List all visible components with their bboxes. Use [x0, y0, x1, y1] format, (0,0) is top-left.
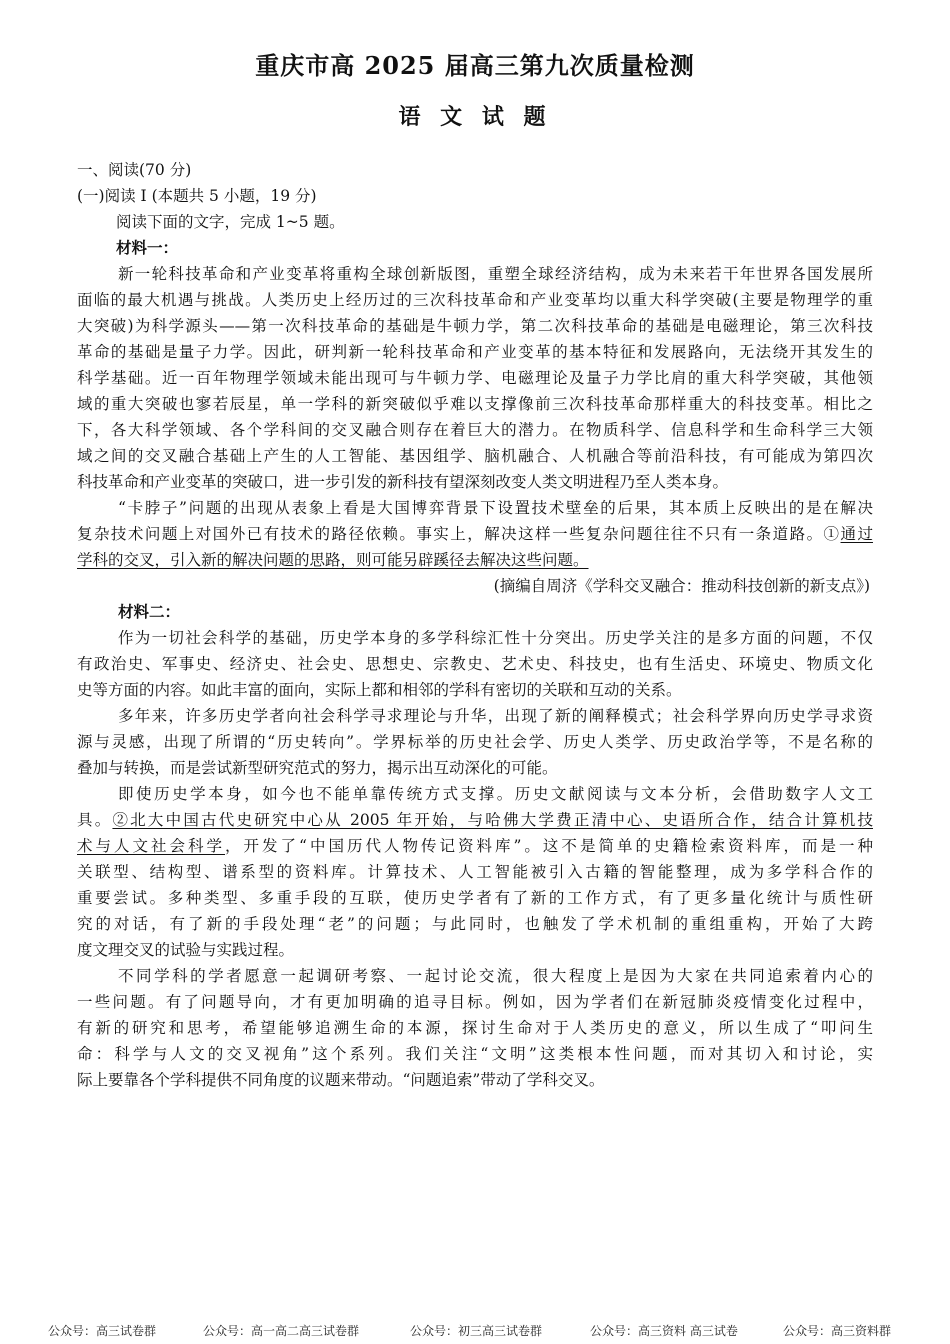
paragraph-line: 新一轮科技革命和产业变革将重构全球创新版图，重塑全球经济结构，成为未来若干年世界各国发展所 [118, 265, 873, 283]
exam-subject: 语 文 试 题 [398, 104, 552, 130]
paragraph-line: 作为一切社会科学的基础，历史学本身的多学科综汇性十分突出。历史学关注的是多方面的问题，不仅 [118, 629, 873, 647]
footer-watermark: 公众号：高三资料 高三试卷 [590, 1324, 738, 1338]
paragraph-line: 命：科学与人文的交叉视角”这个系列。我们关注“文明”这类根本性问题，而对其切入和讨论，实 [77, 1045, 873, 1063]
paragraph-line: 有政治史、军事史、经济史、社会史、思想史、宗教史、艺术史、科技史，也有生活史、环境史、物质文化 [77, 655, 873, 673]
paragraph-line: 多年来，许多历史学者向社会科学寻求理论与升华，出现了新的阐释模式；社会科学界向历史学寻求资 [118, 707, 873, 725]
paragraph-line: 即使历史学本身，如今也不能单靠传统方式支撑。历史文献阅读与文本分析，会借助数字人文工 [118, 785, 873, 803]
material2-label: 材料二： [118, 602, 181, 621]
footer-watermark: 公众号：高一高二高三试卷群 [203, 1324, 360, 1338]
underlined-sentence-2-cont: 术与人文社会科学 [77, 837, 226, 855]
paragraph-line [77, 810, 873, 830]
text-segment: 复杂技术问题上对国外已有技术的路径依赖。事实上，解决这样一些复杂问题往往不只有一条道路。① [77, 525, 841, 543]
paragraph-line: “卡脖子”问题的出现从表象上看是大国博弈背景下设置技术壁垒的后果，其本质上反映出的是在解决 [118, 499, 873, 517]
paragraph-line: 科技革命和产业变革的突破口，进一步引发的新科技有望深刻改变人类文明进程乃至人类本身。 [77, 473, 729, 491]
paragraph-line: 有新的研究和思考，希望能够追溯生命的本源，探讨生命对于人类历史的意义，所以生成了“叩问生 [77, 1019, 873, 1037]
paragraph-line: 域的重大突破也寥若辰星，单一学科的新突破似乎难以支撑像前三次科技革命那样重大的科技变革。相比之 [77, 395, 873, 413]
paragraph-line: 叠加与转换，而是尝试新型研究范式的努力，揭示出互动深化的可能。 [77, 759, 558, 777]
sub-section-heading: (一)阅读 I (本题共 5 小题，19 分) [77, 187, 317, 205]
footer-watermark: 公众号：高三资料群 [783, 1324, 892, 1338]
paragraph-line: 域之间的交叉融合基础上产生的人工智能、基因组学、脑机融合、人机融合等前沿科技，有可能成为第四次 [77, 447, 873, 465]
paragraph-line: 不同学科的学者愿意一起调研考察、一起讨论交流，很大程度上是因为大家在共同追索着内心的 [118, 967, 873, 985]
underlined-sentence-1-cont: 学科的交叉，引入新的解决问题的思路，则可能另辟蹊径去解决这些问题。 [77, 551, 589, 569]
paragraph-line: 革命的基础是量子力学。因此，研判新一轮科技革命和产业变革的基本特征和发展路向，无法绕开其发生的 [77, 343, 873, 361]
paragraph-line: 史等方面的内容。如此丰富的面向，实际上都和相邻的学科有密切的关联和互动的关系。 [77, 681, 682, 699]
exam-title: 重庆市高 2025 届高三第九次质量检测 [255, 51, 695, 80]
paragraph-line [77, 836, 873, 856]
paragraph-line: 源与灵感，出现了所谓的“历史转向”。学界标举的历史社会学、历史人类学、历史政治学等，不是名称的 [77, 733, 873, 751]
instruction: 阅读下面的文字，完成 1~5 题。 [116, 213, 345, 231]
paragraph-line: 大突破)为科学源头——第一次科技革命的基础是牛顿力学，第二次科技革命的基础是电磁理论，第三次科技 [77, 317, 873, 335]
material1-source: (摘编自周济《学科交叉融合：推动科技创新的新支点》) [493, 577, 870, 595]
paragraph-line: 科学基础。近一百年物理学领域未能出现可与牛顿力学、电磁理论及量子力学比肩的重大科学突破，其他领 [77, 369, 873, 387]
footer-watermark: 公众号：初三高三试卷群 [410, 1324, 543, 1338]
paragraph-line: 面临的最大机遇与挑战。人类历史上经历过的三次科技革命和产业变革均以重大科学突破(主要是物理学的重 [77, 291, 873, 309]
paragraph-line: 一些问题。有了问题导向，才有更加明确的追寻目标。例如，因为学者们在新冠肺炎疫情变化过程中， [77, 993, 873, 1011]
material1-label: 材料一： [116, 238, 179, 257]
footer-watermark: 公众号：高三试卷群 [48, 1324, 157, 1338]
paragraph-line [77, 524, 873, 544]
text-segment: 具。 [77, 811, 113, 829]
paragraph-line: 究的对话，有了新的手段处理“老”的问题；与此同时，也触发了学术机制的重组重构，开始了大跨 [77, 915, 873, 933]
paragraph-line: 度文理交叉的试验与实践过程。 [77, 941, 295, 959]
underlined-sentence-2: ②北大中国古代史研究中心从 2005 年开始，与哈佛大学费正清中心、史语所合作，结合计算机技 [112, 811, 873, 829]
paragraph-line: 际上要靠各个学科提供不同角度的议题来带动。“问题追索”带动了学科交叉。 [77, 1071, 605, 1089]
paragraph-line: 下，各大科学领域、各个学科间的交叉融合则存在着巨大的潜力。在物质科学、信息科学和生命科学三大领 [77, 421, 873, 439]
paragraph-line: 关联型、结构型、谱系型的资料库。计算技术、人工智能被引入古籍的智能整理，成为多学科合作的 [77, 863, 873, 881]
paragraph-line: 重要尝试。多种类型、多重手段的互联，使历史学者有了新的工作方式，有了更多量化统计与质性研 [77, 889, 873, 907]
text-segment: ，开发了“中国历代人物传记资料库”。这不是简单的史籍检索资料库，而是一种 [225, 837, 873, 855]
underlined-sentence-1: 通过 [840, 525, 873, 543]
section-heading: 一、阅读(70 分) [77, 161, 192, 179]
